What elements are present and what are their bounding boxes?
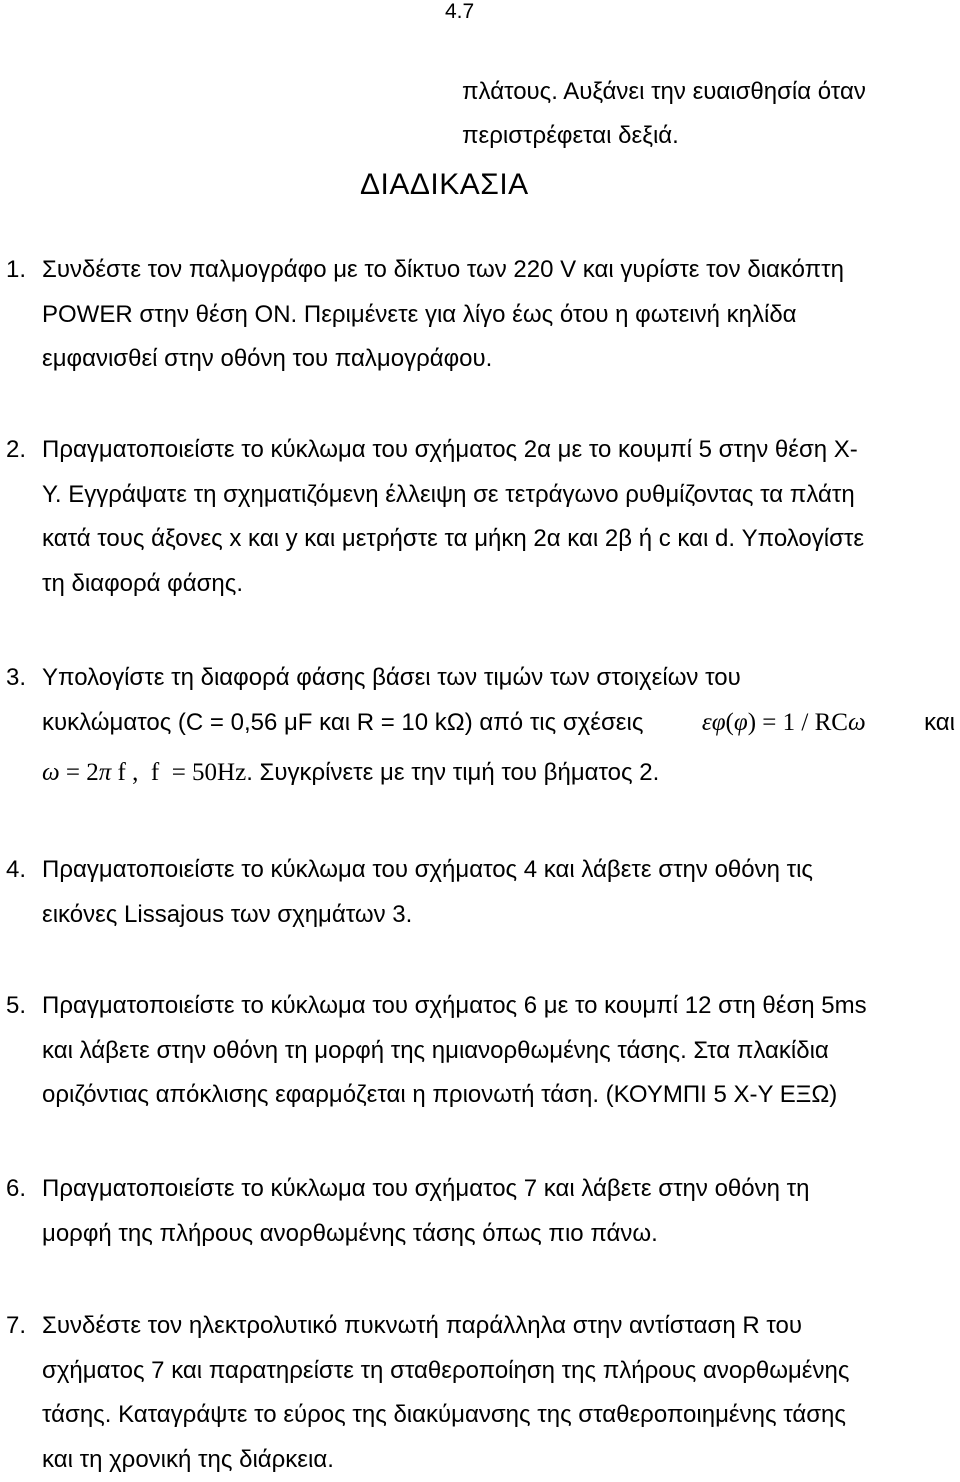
- step-line: σχήματος 7 και παρατηρείστε τη σταθεροποίηση της πλήρους ανορθωμένης: [42, 1356, 850, 1384]
- intro-line: πλάτους. Αυξάνει την ευαισθησία όταν: [462, 78, 866, 105]
- formula-symbol: ω: [42, 759, 60, 786]
- page-number: 4.7: [445, 0, 475, 23]
- step-line: οριζόντιας απόκλισης εφαρμόζεται η πριονωτή τάση. (ΚΟΥΜΠΙ 5 X-Y ΕΞΩ): [42, 1081, 838, 1108]
- step-line: Συνδέστε τον ηλεκτρολυτικό πυκνωτή παράλληλα στην αντίσταση R του: [42, 1312, 802, 1339]
- step-number: 1.: [6, 256, 27, 283]
- step-line-text: κυκλώματος (C = 0,56 μF και R = 10 kΩ) από τις σχέσεις: [42, 708, 644, 736]
- step-line: Πραγματοποιείστε το κύκλωμα του σχήματος 6 με το κουμπί 12 στη θέση 5ms: [42, 992, 867, 1019]
- intro-line: περιστρέφεται δεξιά.: [462, 122, 679, 149]
- formula-part: = 2: [59, 759, 99, 786]
- formula-part: = 1 / RC: [756, 708, 848, 736]
- step-line: Y. Εγγράψατε τη σχηματιζόμενη έλλειψη σε τετράγωνο ρυθμίζοντας τα πλάτη: [42, 480, 855, 508]
- step-line: Πραγματοποιείστε το κύκλωμα του σχήματος 7 και λάβετε στην οθόνη τη: [42, 1175, 810, 1202]
- step-line: Πραγματοποιείστε το κύκλωμα του σχήματος 4 και λάβετε στην οθόνη τις: [42, 856, 813, 883]
- formula-symbol: φ: [711, 708, 726, 736]
- step-line: [42, 701, 955, 746]
- step-line: και τη χρονική της διάρκεια.: [42, 1445, 334, 1473]
- intro-text: [462, 70, 942, 158]
- step-line: μορφή της πλήρους ανορθωμένης τάσης όπως πιο πάνω.: [42, 1219, 658, 1247]
- step-line: κατά τους άξονες x και y και μετρήστε τα μήκη 2α και 2β ή c και d. Υπολογίστε: [42, 525, 865, 552]
- step-line: τάσης. Καταγράψτε το εύρος της διακύμανσης της σταθεροποιημένης τάσης: [42, 1401, 846, 1428]
- formula-part: ): [747, 708, 757, 736]
- step-line: Υπολογίστε τη διαφορά φάσης βάσει των τιμών των στοιχείων του: [42, 664, 741, 691]
- omega-formula: [42, 759, 246, 786]
- formula-symbol: π: [98, 759, 112, 786]
- step-5: [6, 984, 955, 1118]
- step-line: και λάβετε στην οθόνη τη μορφή της ημιανορθωμένης τάσης. Στα πλακίδια: [42, 1036, 829, 1064]
- step-number: 7.: [6, 1312, 27, 1339]
- step-line-text: και: [924, 708, 955, 736]
- step-number: 6.: [6, 1175, 27, 1202]
- formula-part: f , f = 50Hz: [111, 759, 247, 786]
- step-number: 4.: [6, 856, 27, 883]
- formula-symbol: ε: [701, 708, 712, 736]
- step-number: 5.: [6, 992, 27, 1019]
- step-4: [6, 848, 955, 937]
- step-line: εμφανισθεί στην οθόνη του παλμογράφου.: [42, 345, 493, 372]
- step-line: [42, 751, 955, 796]
- section-heading: ΔΙΑΔΙΚΑΣΙΑ: [360, 168, 529, 201]
- step-1: [6, 248, 955, 382]
- phase-formula: [702, 701, 866, 746]
- step-number: 2.: [6, 436, 27, 463]
- formula-symbol: φ: [733, 708, 748, 736]
- step-line: Πραγματοποιείστε το κύκλωμα του σχήματος 2α με το κουμπί 5 στην θέση X-: [42, 436, 858, 463]
- step-line: POWER στην θέση ON. Περιμένετε για λίγο έως ότου η φωτεινή κηλίδα: [42, 300, 797, 328]
- step-number: 3.: [6, 664, 27, 691]
- step-7: [6, 1304, 955, 1482]
- step-line: Συνδέστε τον παλμογράφο με το δίκτυο των 220 V και γυρίστε τον διακόπτη: [42, 256, 844, 283]
- step-line: εικόνες Lissajous των σχημάτων 3.: [42, 900, 413, 928]
- step-3: [6, 656, 955, 796]
- step-line-text: . Συγκρίνετε με την τιμή του βήματος 2.: [246, 759, 660, 786]
- formula-symbol: ω: [847, 708, 866, 736]
- formula-part: (: [725, 708, 734, 736]
- step-6: [6, 1167, 955, 1256]
- step-line: τη διαφορά φάσης.: [42, 569, 243, 597]
- step-2: [6, 428, 955, 606]
